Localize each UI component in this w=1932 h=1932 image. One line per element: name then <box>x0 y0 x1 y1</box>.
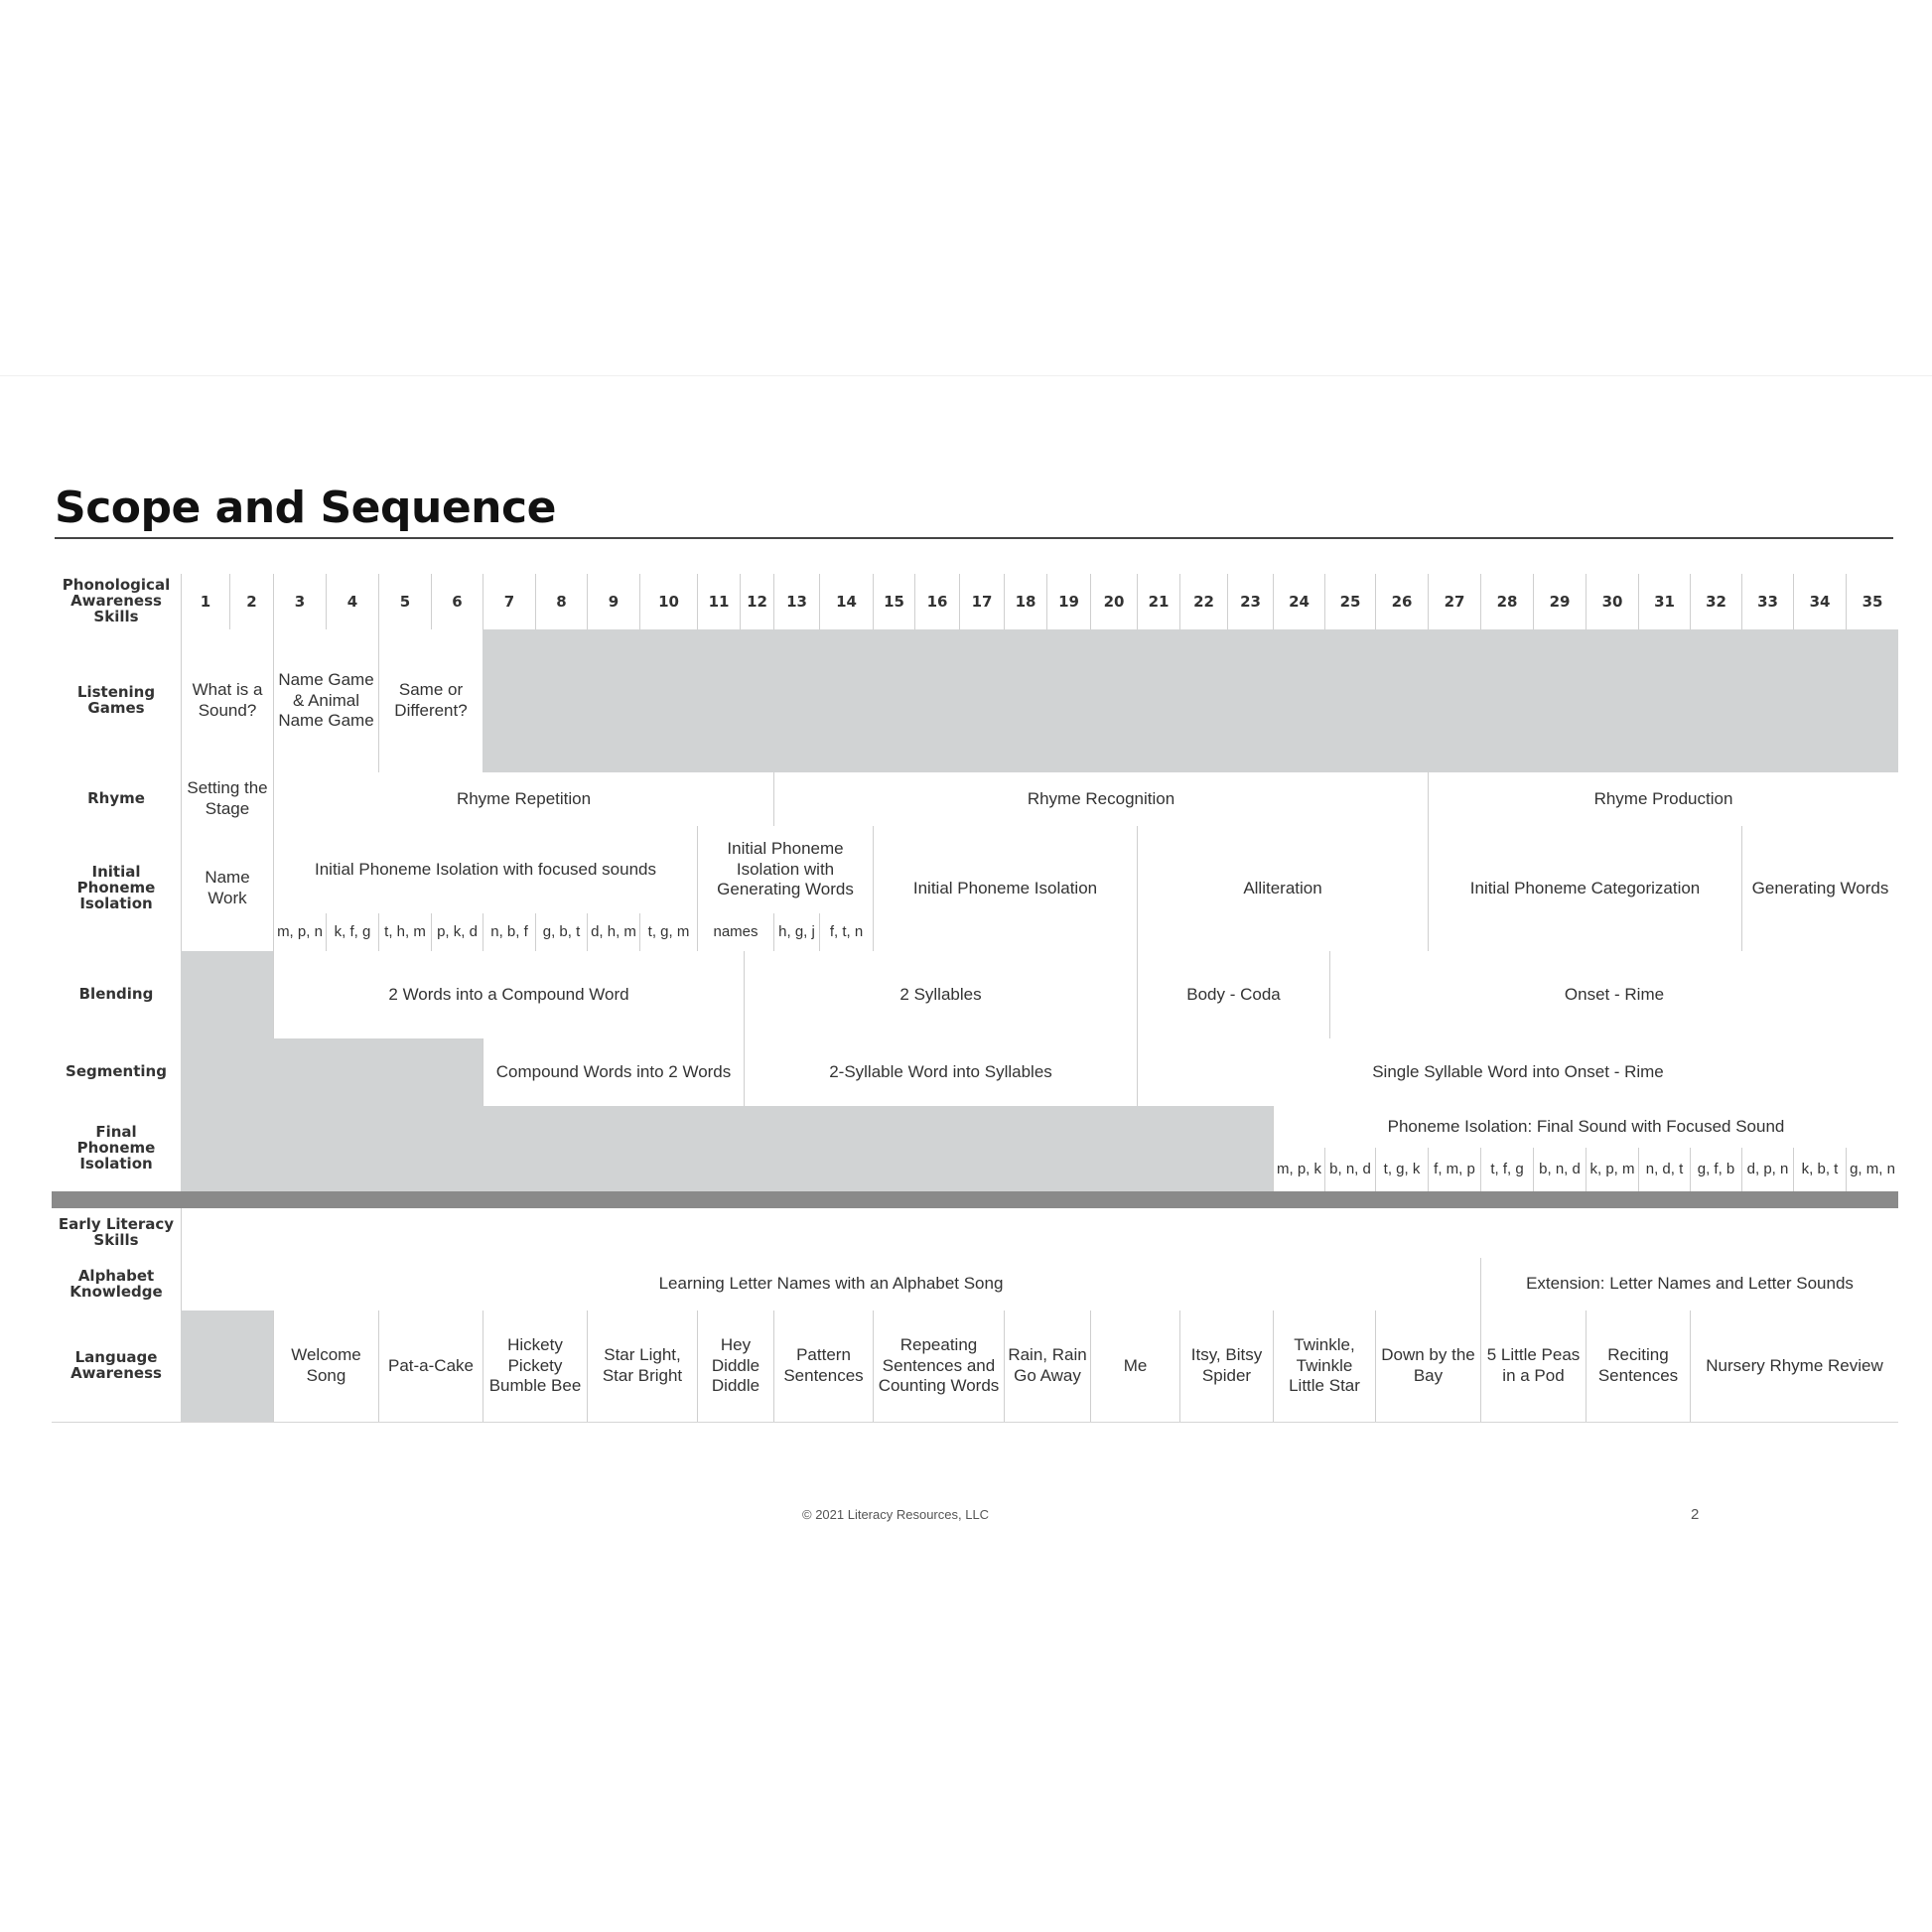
focus-sounds-cell: n, d, t <box>1638 1148 1690 1191</box>
lesson-cell: Name Work <box>181 826 273 951</box>
week-number: 21 <box>1137 574 1179 629</box>
lesson-cell: Extension: Letter Names and Letter Sounds <box>1480 1258 1898 1311</box>
focus-sounds-cell: h, g, j <box>773 913 819 951</box>
row-header-initial-phoneme: Initial Phoneme Isolation <box>52 826 181 951</box>
empty-shaded-cell <box>483 629 1898 772</box>
lesson-cell: Initial Phoneme Isolation with Generating Words <box>697 826 873 913</box>
week-number: 7 <box>483 574 535 629</box>
lesson-cell: Name Game & Animal Name Game <box>273 629 378 772</box>
lesson-cell: Pattern Sentences <box>773 1311 873 1422</box>
lesson-cell: 2-Syllable Word into Syllables <box>744 1038 1137 1106</box>
week-number: 13 <box>773 574 819 629</box>
lesson-cell: Rhyme Production <box>1428 772 1898 826</box>
lesson-cell: Initial Phoneme Categorization <box>1428 826 1741 951</box>
row-header-alphabet-knowledge: Alphabet Knowledge <box>52 1258 181 1311</box>
week-number: 20 <box>1090 574 1137 629</box>
row-header-language-awareness: Language Awareness <box>52 1311 181 1422</box>
focus-sounds-cell: p, k, d <box>431 913 483 951</box>
empty-shaded-cell <box>181 951 273 1038</box>
row-header-phonological-awareness: Phonological Awareness Skills <box>52 574 181 629</box>
week-number: 2 <box>229 574 273 629</box>
row-header-segmenting: Segmenting <box>52 1038 181 1106</box>
lesson-cell: 2 Words into a Compound Word <box>273 951 744 1038</box>
lesson-cell: Same or Different? <box>378 629 483 772</box>
week-number: 11 <box>697 574 740 629</box>
focus-sounds-cell: n, b, f <box>483 913 535 951</box>
week-number: 3 <box>273 574 326 629</box>
focus-sounds-cell: b, n, d <box>1324 1148 1375 1191</box>
week-number: 31 <box>1638 574 1690 629</box>
section-divider <box>52 1191 1898 1208</box>
focus-sounds-cell: m, p, n <box>273 913 326 951</box>
lesson-cell: Learning Letter Names with an Alphabet Song <box>181 1258 1480 1311</box>
lesson-cell: Reciting Sentences <box>1586 1311 1690 1422</box>
week-number: 34 <box>1793 574 1846 629</box>
week-number: 12 <box>740 574 773 629</box>
lesson-cell: Down by the Bay <box>1375 1311 1480 1422</box>
week-number: 18 <box>1004 574 1046 629</box>
focus-sounds-cell: m, p, k <box>1273 1148 1324 1191</box>
lesson-cell: Itsy, Bitsy Spider <box>1179 1311 1273 1422</box>
row-header-early-literacy: Early Literacy Skills <box>52 1208 181 1258</box>
row-header-final-phoneme: Final Phoneme Isolation <box>52 1106 181 1191</box>
week-number: 23 <box>1227 574 1273 629</box>
week-number: 15 <box>873 574 914 629</box>
lesson-cell: 5 Little Peas in a Pod <box>1480 1311 1586 1422</box>
week-number: 25 <box>1324 574 1375 629</box>
lesson-cell: Compound Words into 2 Words <box>483 1038 744 1106</box>
empty-cell <box>181 1208 1898 1258</box>
focus-sounds-cell: g, b, t <box>535 913 587 951</box>
lesson-cell: Initial Phoneme Isolation with focused sounds <box>273 826 697 913</box>
lesson-cell: Nursery Rhyme Review <box>1690 1311 1898 1422</box>
focus-sounds-cell: names <box>697 913 773 951</box>
week-number: 22 <box>1179 574 1227 629</box>
row-header-listening-games: Listening Games <box>52 629 181 772</box>
lesson-cell: Generating Words <box>1741 826 1898 951</box>
focus-sounds-cell: t, g, m <box>639 913 697 951</box>
lesson-cell: Onset - Rime <box>1329 951 1898 1038</box>
copyright-footer: © 2021 Literacy Resources, LLC <box>802 1507 990 1522</box>
week-number: 32 <box>1690 574 1741 629</box>
focus-sounds-cell: f, m, p <box>1428 1148 1480 1191</box>
lesson-cell: What is a Sound? <box>181 629 273 772</box>
lesson-cell: Welcome Song <box>273 1311 378 1422</box>
lesson-cell: Repeating Sentences and Counting Words <box>873 1311 1004 1422</box>
lesson-cell: Phoneme Isolation: Final Sound with Focused Sound <box>1273 1106 1898 1148</box>
focus-sounds-cell: t, f, g <box>1480 1148 1533 1191</box>
empty-shaded-cell <box>181 1311 273 1422</box>
lesson-cell: 2 Syllables <box>744 951 1137 1038</box>
week-number: 8 <box>535 574 587 629</box>
week-number: 29 <box>1533 574 1586 629</box>
lesson-cell: Initial Phoneme Isolation <box>873 826 1137 951</box>
lesson-cell: Rain, Rain Go Away <box>1004 1311 1090 1422</box>
focus-sounds-cell: d, h, m <box>587 913 639 951</box>
focus-sounds-cell: t, h, m <box>378 913 431 951</box>
week-number: 26 <box>1375 574 1428 629</box>
lesson-cell: Pat-a-Cake <box>378 1311 483 1422</box>
focus-sounds-cell: b, n, d <box>1533 1148 1586 1191</box>
focus-sounds-cell: d, p, n <box>1741 1148 1793 1191</box>
lesson-cell: Hey Diddle Diddle <box>697 1311 773 1422</box>
lesson-cell: Twinkle, Twinkle Little Star <box>1273 1311 1375 1422</box>
lesson-cell: Star Light, Star Bright <box>587 1311 697 1422</box>
week-number: 16 <box>914 574 959 629</box>
week-number: 28 <box>1480 574 1533 629</box>
empty-shaded-cell <box>181 1038 483 1106</box>
week-number: 6 <box>431 574 483 629</box>
week-number: 5 <box>378 574 431 629</box>
lesson-cell: Setting the Stage <box>181 772 273 826</box>
week-number: 17 <box>959 574 1004 629</box>
empty-shaded-cell <box>181 1106 1273 1191</box>
week-number: 14 <box>819 574 873 629</box>
week-number: 24 <box>1273 574 1324 629</box>
week-number: 33 <box>1741 574 1793 629</box>
focus-sounds-cell: k, p, m <box>1586 1148 1638 1191</box>
week-number: 19 <box>1046 574 1090 629</box>
row-divider <box>52 1422 1898 1423</box>
page-title: Scope and Sequence <box>55 483 556 533</box>
lesson-cell: Rhyme Recognition <box>773 772 1428 826</box>
row-header-blending: Blending <box>52 951 181 1038</box>
lesson-cell: Rhyme Repetition <box>273 772 773 826</box>
focus-sounds-cell: t, g, k <box>1375 1148 1428 1191</box>
lesson-cell: Hickety Pickety Bumble Bee <box>483 1311 587 1422</box>
lesson-cell: Me <box>1090 1311 1179 1422</box>
row-header-rhyme: Rhyme <box>52 772 181 826</box>
week-number: 30 <box>1586 574 1638 629</box>
week-number: 35 <box>1846 574 1898 629</box>
focus-sounds-cell: k, f, g <box>326 913 378 951</box>
focus-sounds-cell: k, b, t <box>1793 1148 1846 1191</box>
focus-sounds-cell: f, t, n <box>819 913 873 951</box>
page-number: 2 <box>1691 1506 1700 1523</box>
lesson-cell: Single Syllable Word into Onset - Rime <box>1137 1038 1898 1106</box>
week-number: 9 <box>587 574 639 629</box>
focus-sounds-cell: g, m, n <box>1846 1148 1898 1191</box>
lesson-cell: Alliteration <box>1137 826 1428 951</box>
lesson-cell: Body - Coda <box>1137 951 1329 1038</box>
focus-sounds-cell: g, f, b <box>1690 1148 1741 1191</box>
week-number: 1 <box>181 574 229 629</box>
week-number: 4 <box>326 574 378 629</box>
week-number: 10 <box>639 574 697 629</box>
week-number: 27 <box>1428 574 1480 629</box>
